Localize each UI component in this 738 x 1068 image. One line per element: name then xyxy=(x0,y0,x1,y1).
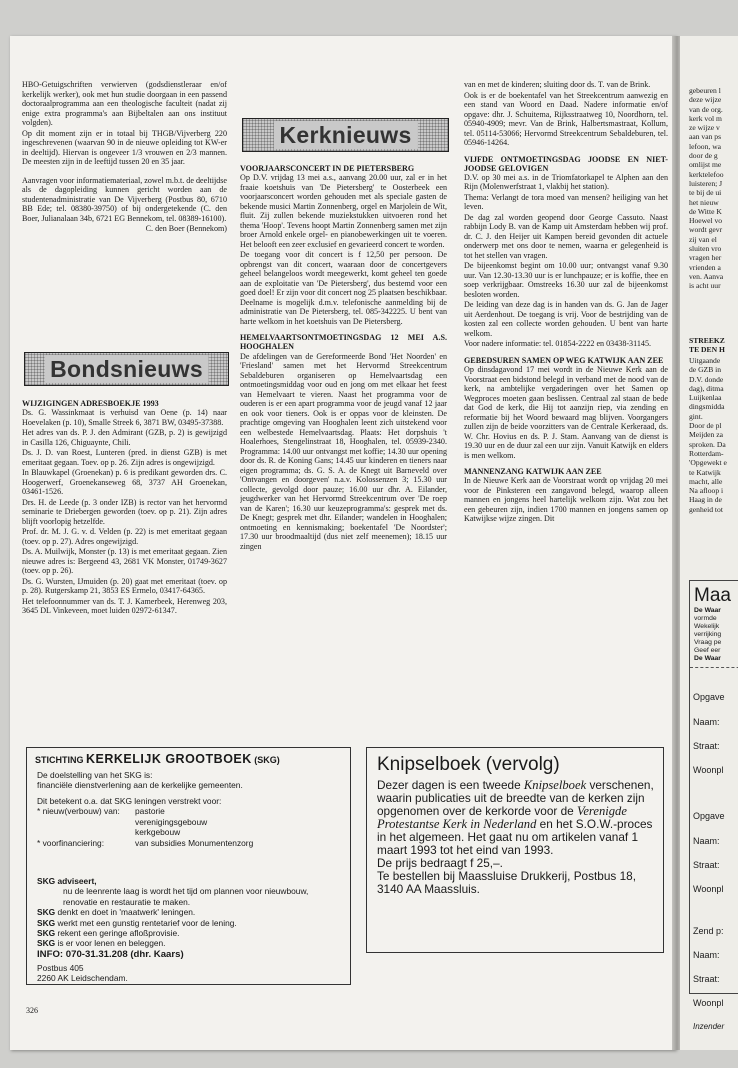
kerknieuws-title: Kerknieuws xyxy=(273,121,417,149)
facing-text-line: vrienden a xyxy=(689,262,721,272)
skg-city: 2260 AK Leidschendam. xyxy=(37,973,128,984)
adres-paragraph: Ds. A. Muilwijk, Monster (p. 13) is met emeritaat gegaan. Zien nieuwe adres is: Bergeend 43, 2681 VK Monster, 01749-3627 (toev. op p. 26). xyxy=(22,547,227,576)
facing-text-line: kerk vol m xyxy=(689,113,722,123)
facing-text-line: Meijden za xyxy=(689,430,723,440)
adres-paragraph: Het telefoonnummer van ds. T. J. Kamerbeek, Herenweg 203, 3645 DL Vinkeveen, moet luiden 02972-61347. xyxy=(22,596,227,616)
article-paragraph: De dag zal worden geopend door George Cassuto. Naast rabbijn Lody B. van de Kamp uit Amsterdam hebben wij prof. dr. C. J. den Heijer uit Kampen bereid gevonden dit actuele onderwerp met ons door te nemen, waarna er gelegenheid is tot het stellen van vragen. xyxy=(464,212,668,260)
facing-text-line: Rotterdam- xyxy=(689,448,724,458)
skg-prefix: STICHTING xyxy=(35,755,84,765)
adres-paragraph: Het adres van ds. P. J. den Admirant (GZB, p. 2) is gewijzigd in Casilla 126, Chiguaynte, Chili. xyxy=(22,428,227,447)
facing-box-line: Vraag pe xyxy=(694,639,722,646)
page-number: 326 xyxy=(26,1006,38,1015)
facing-text-line: lefoon, wa xyxy=(689,141,722,151)
facing-text-line: dag), ditma xyxy=(689,383,724,393)
skg-address xyxy=(37,963,128,984)
facing-page-text xyxy=(689,86,724,291)
facing-text-line: kerktelefoo xyxy=(689,169,724,179)
section-heading: MANNENZANG KATWIJK AAN ZEE xyxy=(464,467,602,477)
facing-box-line: Wekelijk xyxy=(694,623,720,630)
facing-form-label: Woonpl xyxy=(693,998,724,1008)
adres-paragraph: Ds. G. Wursten, IJmuiden (p. 20) gaat met emeritaat (toev. op p. 28). Rutgerskamp 21, 3853 ES Ermelo, 03417-64365. xyxy=(22,576,227,596)
knip-text: en het S.O.W.-proces in het algemeen. Het gaat nu om artikelen vanaf 1 maart 1993 tot het eind van 1993. xyxy=(377,817,653,857)
bondsnieuws-banner xyxy=(24,352,229,386)
facing-text-line: te Katwijk xyxy=(689,467,721,477)
skg-label: SKG xyxy=(37,907,56,918)
skg-advertisement xyxy=(26,747,351,985)
kerknieuws-banner xyxy=(242,118,449,152)
facing-text-line: sluiten vro xyxy=(689,244,722,254)
adres-paragraph: In Blauwkapel (Groenekan) p. 6 is predikant geworden drs. C. Hoogerwerf, Groenekanseweg 68, 3737 AH Groenekan, 03461-1526. xyxy=(22,468,227,497)
facing-text-line: dingsmidda xyxy=(689,402,725,412)
skg-name: KERKELIJK GROOTBOEK xyxy=(86,752,252,766)
facing-text-line: ze wijze v xyxy=(689,123,720,133)
facing-box-title: Maa xyxy=(694,585,731,606)
skg-adviseert-title: SKG adviseert, xyxy=(37,876,97,886)
facing-page-partial xyxy=(680,36,738,1050)
skg-line-text: denkt en doet in 'maatwerk' leningen. xyxy=(57,907,196,918)
facing-box-line: verrijking xyxy=(694,631,722,638)
knip-emph: Knipselboek xyxy=(523,778,587,792)
facing-text-line: Uitgaande xyxy=(689,356,721,365)
skg-adviseert-text: nu de leenrente laag is wordt het tijd om plannen voor nieuwbouw, renovatie en restauratie te maken. xyxy=(63,886,309,907)
skg-item-value: van subsidies Monumentenzorg xyxy=(135,837,254,848)
facing-text-line: omlijst me xyxy=(689,160,722,170)
facing-text-line: gint. xyxy=(689,411,703,421)
knipselboek-title: Knipselboek (vervolg) xyxy=(377,754,560,775)
knipselboek-order: Te bestellen bij Maassluise Drukkerij, Postbus 18, 3140 AA Maassluis. xyxy=(377,869,636,896)
skg-item-label: nieuw(verbouw) van: xyxy=(42,806,120,817)
facing-text-line: sproken. Da xyxy=(689,439,726,449)
skg-line xyxy=(37,918,342,928)
skg-label: SKG xyxy=(37,938,56,949)
skg-line-text: werkt met een gunstig rentetarief voor de lening. xyxy=(57,917,237,928)
column-2 xyxy=(240,164,447,762)
facing-page-heading xyxy=(689,336,725,355)
facing-form-label: Woonpl xyxy=(693,765,724,775)
facing-text-line: Na afloop i xyxy=(689,486,724,496)
article-paragraph: De toegang voor dit concert is f 12,50 per persoon. De opbrengst van dit concert, waaraan door de concertgevers geheel belangeloos wordt meegewerkt, komt geheel ten goede aan de exploitatie van 'De Pietersberg', dus bestemd voor een goed doel! Er zijn voor dit concert nog 25 plaatsen beschikbaar. Deelname is mogelijk d.m.v. telefonische aanmelding bij de administratie van De Pietersberg, tel. 085-342225. U bent van harte welkom in het koetshuis van De Pietersberg. xyxy=(240,250,447,326)
skg-item: * voorfinanciering: van subsidies Monumentenzorg xyxy=(37,837,254,848)
article-paragraph: De afdelingen van de Gereformeerde Bond 'Het Noorden' en 'Friesland' samen met het Hervormd Streekcentrum Sebaldeburen organiseren op Hemelvaartsdag een ontmoetingsmiddag voor oud en jong om met elkaar het feest van Hemelvaart te vieren. Naast het programma voor de ouderen is er een apart programma voor de jeugd vanaf 12 jaar en ook voor tieners. Ook is er oppas voor de kleinsten. De prachtige omgeving van Hooghalen leent zich uitstekend voor een welbestede Hemelvaartsdag. Plaats: Het dorpshuis 't Hoalerhoes, Stengelinstraat 18, Hooghalen, tel. 05939-2340. Programma: 14.00 uur ontvangst met koffie; 14.30 uur opening door ds. R. de Koning Gans; 14.45 uur kinderen en tieners naar eigen programma; ds. G. S. A. de Knegt uit Barneveld over 'Ontvangen en doorgeven' n.a.v. Kolossenzen 3; 15.30 uur collecte, gevolgd door pauze; 16.00 uur dhr. A. Eilander, jeugdwerker van het Hervormd Streekcentrum over 'De roep van de Karen'; 16.30 uur keuzeprogramma's: gesprek met ds. De Knegt; gesprek met dhr. Eilander; wandelen in Hooghalen; ontmoeting en kennismaking; boekentafel 'De Noordster'; 17.30 uur broodmaaltijd (dus niet zelf meenemen); 18.15 uur zingen xyxy=(240,351,447,551)
facing-text-line: aan van ps xyxy=(689,132,722,142)
facing-text-line: macht, alle xyxy=(689,476,723,486)
article-paragraph: Op D.V. vrijdag 13 mei a.s., aanvang 20.00 uur, zal er in het fraaie koetshuis van 'De Pietersberg' te Oosterbeek een voorjaarsconcert worden gehouden met als speciale gasten de bekende musici Martin Zonnenberg, orgel en Marjolein de Wit, fluit. Zij zullen bekende muziekstukken uitvoeren rond het thema 'Hoop'. Tevens hoopt Martin Zonnenberg samen met zijn broer Arnold enkele orgel- en pianobewerkingen uit te voeren. Het belooft een zeer exclusief en gevarieerd concert te worden. xyxy=(240,173,447,249)
facing-text-line: 'Opgewekt e xyxy=(689,458,727,468)
facing-box-line: vormde xyxy=(694,615,717,622)
facing-heading-line: TE DEN H xyxy=(689,345,725,355)
facing-text-line: vragen her xyxy=(689,253,722,263)
intro-paragraph: HBO-Getuigschriften verwierven (godsdienstleraar en/of kerkelijk werker), ook met hun studie doorgaan in een passend doctoraalprogramma aan een theologische faculteit (nadat zij enige extra programma's aan Bijbeltalen aan ons instituut volgden). xyxy=(22,80,227,127)
skg-line xyxy=(37,938,342,948)
skg-label: SKG xyxy=(37,917,56,928)
facing-form-label: Naam: xyxy=(693,836,720,846)
knip-text: Dezer dagen is een tweede xyxy=(377,778,524,792)
skg-item-value: kerkgebouw xyxy=(135,827,181,838)
intro-paragraph: Aanvragen voor informatiemateriaal, zowel m.b.t. de deeltijdse als de dagopleiding kunnen gericht worden aan de studentenadministratie van De Vijverberg (Postbus 80, 6710 BB Ede; tel. 08380-39750) of bij ondergetekende (C. den Boer, Julianalaan 34b, 6721 EG Bennekom, tel. 08389-16100). xyxy=(22,175,227,223)
skg-info: INFO: 070-31.31.208 (dhr. Kaars) xyxy=(37,949,184,960)
skg-line xyxy=(37,928,342,938)
article-paragraph: Ook is er de boekentafel van het Streekcentrum aanwezig en een stand van Woord en Daad. Nadere informatie en/of opgave: dhr. J. Schuitema, Rijksstraatweg 10, Noordhorn, tel. 05940-4909; mevr. Van de Brink, Halbertsmastraat, Kollum, tel. 05114-53066; Hervormd Streekcentrum Sebaldeburen, tel. 05946-14264. xyxy=(464,90,668,147)
article-paragraph: Voor nadere informatie: tel. 01854-2222 en 03438-31145. xyxy=(464,339,652,349)
adres-paragraph: Ds. J. D. van Roest, Lunteren (pred. in dienst GZB) is met emeritaat gegaan. Toev. op p. 26. Zijn adres is ongewijzigd. xyxy=(22,448,227,467)
skg-doel-line: financiële dienstverlening aan de kerkelijke gemeenten. xyxy=(37,780,243,791)
adres-paragraph: Prof. dr. M. J. G. v. d. Velden (p. 22) is met emeritaat gegaan (toev. op p. 27). Adres ongewijzigd. xyxy=(22,527,227,546)
facing-box-line: De Waar xyxy=(694,607,721,614)
skg-suffix: (SKG) xyxy=(254,755,280,765)
knip-emph: Verenigde Protestantse Kerk in Nederland xyxy=(377,804,627,831)
facing-box-lines xyxy=(694,607,721,663)
facing-text-line: Door de pl xyxy=(689,421,722,431)
column-1 xyxy=(22,80,227,380)
knip-text: verschenen, waarin publicaties uit de breedte van de kerken zijn opgenomen over de kerkorde voor de xyxy=(377,778,654,818)
skg-item-value: verenigingsgebouw xyxy=(135,816,208,827)
skg-line-text: is er voor lenen en beleggen. xyxy=(57,938,166,949)
article-paragraph: D.V. op 30 mei a.s. in de Triomfatorkapel te Alphen aan den Rijn (Molenwerfstraat 1, vlakbij het station). xyxy=(464,172,668,192)
facing-form-label: Naam: xyxy=(693,717,720,727)
skg-item-value: pastorie xyxy=(135,806,165,817)
knipselboek-price: De prijs bedraagt f 25,–. xyxy=(377,856,503,870)
article-paragraph: De leiding van deze dag is in handen van ds. G. Jan de Jager uit Aerdenhout. De toegang is vrij. Voor de bestrijding van de kosten zal een collecte worden gehouden. U bent van harte welkom. xyxy=(464,300,668,338)
facing-form-label: Zend p: xyxy=(693,926,724,936)
facing-text-line: is acht uur xyxy=(689,281,721,291)
facing-form-label: Straat: xyxy=(693,860,720,870)
section-heading: GEBEDSUREN SAMEN OP WEG KATWIJK AAN ZEE xyxy=(464,355,664,365)
facing-text-line: de Witte K xyxy=(689,206,722,216)
bondsnieuws-title: Bondsnieuws xyxy=(44,355,209,383)
facing-text-line: ven. Aanva xyxy=(689,271,724,281)
column-3 xyxy=(464,80,668,762)
knipselboek-text xyxy=(377,779,655,857)
facing-form-label: Inzender xyxy=(693,1022,725,1031)
facing-text-line: D.V. donde xyxy=(689,374,724,384)
section-heading: HEMELVAARTSONTMOETINGSDAG 12 MEI A.S. HOOGHALEN xyxy=(240,333,447,352)
facing-page-text xyxy=(689,356,727,514)
facing-text-line: Luijkenlaa xyxy=(689,393,722,403)
facing-text-line: genheid tot xyxy=(689,504,723,514)
section-heading: VOORJAARSCONCERT IN DE PIETERSBERG xyxy=(240,164,415,173)
skg-label: SKG xyxy=(37,928,56,939)
facing-text-line: Hoewel vo xyxy=(689,216,723,226)
facing-form-label: Woonpl xyxy=(693,884,724,894)
skg-line xyxy=(37,907,342,917)
signature: C. den Boer (Bennekom) xyxy=(145,224,227,233)
facing-text-line: door de g xyxy=(689,151,718,161)
facing-form-label: Opgave xyxy=(693,692,725,702)
column-1-adresboekje xyxy=(22,399,227,741)
article-paragraph: van en met de kinderen; sluiting door ds. T. van de Brink. xyxy=(464,80,651,89)
facing-form-label: Opgave xyxy=(693,811,725,821)
facing-text-line: het nieuw xyxy=(689,197,719,207)
cut-line xyxy=(690,667,738,668)
adres-paragraph: Ds. G. Wassinkmaat is verhuisd van Oene (p. 14) naar Hoevelaken (p. 10), Smalle Streek 6, 3871 BW, 03495-37388. xyxy=(22,408,227,427)
section-heading: VIJFDE ONTMOETINGSDAG JOODSE EN NIET-JOODSE GELOVIGEN xyxy=(464,154,668,173)
facing-text-line: Haag in de xyxy=(689,495,722,505)
skg-verstrekt: Dit betekent o.a. dat SKG leningen verstrekt voor: xyxy=(37,796,222,806)
section-heading: WIJZIGINGEN ADRESBOEKJE 1993 xyxy=(22,399,159,408)
magazine-page xyxy=(10,36,676,1050)
facing-form-label: Straat: xyxy=(693,741,720,751)
facing-text-line: deze wijze xyxy=(689,95,722,105)
facing-form-label: Naam: xyxy=(693,950,720,960)
facing-text-line: te bij de ui xyxy=(689,188,722,198)
facing-text-line: gebeuren l xyxy=(689,86,721,95)
article-paragraph: Thema: Verlangt de tora moed van mensen? heiliging van het leven. xyxy=(464,192,668,212)
facing-text-line: wordt gevr xyxy=(689,225,723,235)
skg-item: * nieuw(verbouw) van: pastorie verenigingsgebouw kerkgebouw xyxy=(37,806,208,838)
skg-doel xyxy=(37,770,243,791)
facing-text-line: de GZB in xyxy=(689,365,722,375)
facing-box-line: De Waar xyxy=(694,655,721,662)
skg-line-text: rekent een geringe afloßprovisie. xyxy=(57,928,180,939)
facing-box-line: Geef eer xyxy=(694,647,721,654)
skg-header xyxy=(35,754,280,765)
skg-postbus: Postbus 405 xyxy=(37,963,84,973)
skg-leningen xyxy=(37,796,337,848)
skg-adviseert xyxy=(37,876,342,949)
facing-form-label: Straat: xyxy=(693,974,720,984)
article-paragraph: De bijeenkomst begint om 10.00 uur; ontvangst vanaf 9.30 uur. Van 12.30-13.30 uur is er lunchpauze; er is koffie, thee en soep verkrijgbaar. Omstreeks 16.30 uur zal de bijeenkomst besloten worden. xyxy=(464,261,668,299)
facing-text-line: zij van el xyxy=(689,234,717,244)
skg-doel-line: De doelstelling van het SKG is: xyxy=(37,770,153,780)
intro-paragraph: Op dit moment zijn er in totaal bij THGB/Vijverberg 220 ingeschrevenen (waarvan 90 in de nieuwe opleiding tot KW-er in deeltijd). Hiervan is ongeveer 1/3 vrouwen en 2/3 mannen. De meesten zijn in de leeftijd tussen 20 en 35 jaar. xyxy=(22,128,227,166)
article-paragraph: Op dinsdagavond 17 mei wordt in de Nieuwe Kerk aan de Voorstraat een bidstond belegd in verband met de nood van de kerk, na ambtelijke vergaderingen over het Samen op Wegproces moeten gaan beslissen. Centraal zal staan de bede dat God de kerk, die Hij tot aanzijn riep, via zending en reformatie bij het Woord bewaard mag blijven. Voorgangers zullen zijn de beide voorzitters van de Centrale Kerkeraad, ds. W. Chr. Hovius en ds. P. J. Stam. Aanvang van de dienst is 19.30 uur en de duur zal een uur zijn. Vanuit Katwijk en elders is men welkom. xyxy=(464,365,668,460)
facing-text-line: luisteren; J xyxy=(689,178,723,188)
skg-item-label: voorfinanciering: xyxy=(42,837,105,848)
knipselboek-box xyxy=(366,747,664,953)
article-paragraph: In de Nieuwe Kerk aan de Voorstraat wordt op vrijdag 20 mei voor de Pinksteren een zangavond belegd, waarop alleen mannen en jongens heel hartelijk welkom zijn. Wat zou het een gebeuren zijn, indien 1700 mannen en jongens samen op Katwijkse wijze zingen. Dit xyxy=(464,476,668,524)
facing-heading-line: STREEKZ xyxy=(689,336,725,345)
adres-paragraph: Drs. H. de Leede (p. 3 onder IZB) is rector van het hervormd seminarie te Driebergen geworden (toev. op p. 21). Zijn adres blijft voorlopig hetzelfde. xyxy=(22,497,227,526)
facing-text-line: van de org. xyxy=(689,104,723,114)
